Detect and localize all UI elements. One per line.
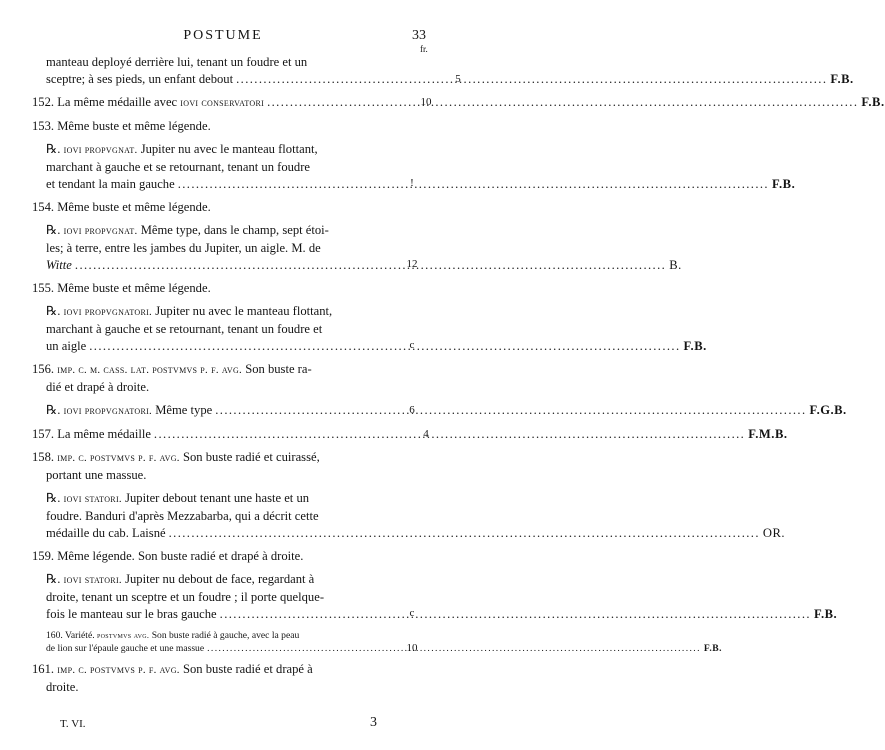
entry-text-group xyxy=(32,94,264,112)
entry-number: 159. xyxy=(32,549,55,563)
reverse-156 xyxy=(32,402,847,420)
entry-line xyxy=(46,141,396,159)
gathering-number: 3 xyxy=(370,715,377,730)
entry-text: fois le manteau sur le bras gauche xyxy=(46,607,217,621)
source-mark: F.B. xyxy=(771,177,796,191)
reverse-mark: ℞. xyxy=(46,572,61,586)
price-value: c xyxy=(409,607,415,619)
reverse-154 xyxy=(32,222,682,274)
leader-dots xyxy=(178,176,769,193)
entry-157 xyxy=(32,426,788,443)
reverse-mark: ℞. xyxy=(46,403,61,417)
price-value: 10 xyxy=(420,96,432,108)
entry-152 xyxy=(32,94,885,112)
entry-line xyxy=(32,449,396,467)
entry-number: 157. xyxy=(32,427,55,441)
legend-text: iovi propvgnat. xyxy=(63,225,138,237)
source-mark: F.B. xyxy=(683,339,707,353)
entry-line: droite. xyxy=(46,680,79,694)
entry-text-group xyxy=(32,426,151,443)
entry-text: Même type, dans le champ, sept étoi- xyxy=(140,223,329,237)
source-mark: F.B. xyxy=(813,607,838,621)
entry-line: manteau deployé derrière lui, tenant un foudre et un xyxy=(46,55,308,69)
source-mark: F.G.B. xyxy=(809,403,847,417)
price-value: 4 xyxy=(423,428,429,440)
reverse-153 xyxy=(32,141,796,193)
reverse-mark: ℞. xyxy=(46,223,61,237)
price-value: c xyxy=(409,339,415,351)
entry-text: Même buste et même légende. xyxy=(57,200,211,214)
leader-dots xyxy=(267,94,858,111)
legend-text: postvmvs avg. xyxy=(97,631,150,640)
entry-number: 154. xyxy=(32,200,55,214)
entry-text: Witte xyxy=(46,258,72,272)
legend-text: imp. c. m. cass. lat. postvmvs p. f. avg. xyxy=(57,364,243,376)
entry-text: Même buste et même légende. xyxy=(57,119,211,133)
price-value: 10 xyxy=(406,642,418,654)
entry-number: 160. xyxy=(46,630,63,641)
legend-text: iovi statori. xyxy=(63,493,122,505)
entry-text: un aigle xyxy=(46,339,87,353)
entry-text: Jupiter nu avec le manteau flottant, xyxy=(155,304,333,318)
source-mark: F.B. xyxy=(703,643,723,654)
entry-tail xyxy=(46,338,707,355)
price-value: 6 xyxy=(409,404,415,416)
entry-tail xyxy=(46,176,796,193)
entry-tail xyxy=(46,402,847,420)
reverse-159 xyxy=(32,571,838,623)
entry-line xyxy=(46,571,396,589)
entry-text: La même médaille xyxy=(57,427,151,441)
entry-tail xyxy=(46,525,786,542)
entry-158 xyxy=(32,449,396,484)
leader-dots xyxy=(220,606,811,623)
entry-text: Son buste ra- xyxy=(245,362,312,376)
entry-line: portant une massue. xyxy=(46,468,147,482)
entry-text: Son buste radié et cuirassé, xyxy=(182,450,320,464)
reverse-158 xyxy=(32,490,786,542)
entry-text: Son buste radié et drapé à xyxy=(182,662,313,676)
legend-text: iovi statori. xyxy=(63,574,122,586)
legend-text: imp. c. postvmvs p. f. avg. xyxy=(57,664,180,676)
source-mark: F.M.B. xyxy=(748,427,788,441)
page-number: 33 xyxy=(412,28,426,43)
entry-text: sceptre; à ses pieds, un enfant debout xyxy=(46,72,234,86)
legend-text: iovi propvgnatori. xyxy=(63,405,153,417)
running-title: POSTUME xyxy=(183,28,263,43)
signature-mark: T. VI. xyxy=(60,718,86,730)
entry-154 xyxy=(32,199,396,216)
entry-text: de lion sur l'épaule gauche et une massue xyxy=(46,643,205,654)
reverse-mark: ℞. xyxy=(46,142,61,156)
entry-line: droite, tenant un sceptre et un foudre ; il porte quelque- xyxy=(46,590,325,604)
price-value: ! xyxy=(410,177,414,189)
entry-text: Son buste radié à gauche, avec la peau xyxy=(151,630,300,641)
entry-continuation xyxy=(32,54,854,88)
entry-text: Jupiter debout tenant une haste et un xyxy=(125,491,310,505)
source-mark: F.B. xyxy=(861,95,885,109)
price-value: 5 xyxy=(455,73,461,85)
entry-tail xyxy=(46,606,838,623)
reverse-155 xyxy=(32,303,707,355)
entry-number: 158. xyxy=(32,450,55,464)
leader-dots xyxy=(169,525,760,542)
source-mark: B. xyxy=(669,258,682,272)
leader-dots xyxy=(75,257,666,274)
entry-156 xyxy=(32,361,396,396)
column-label: fr. xyxy=(420,44,428,54)
entry-text: Même buste et même légende. xyxy=(57,281,211,295)
entry-line: marchant à gauche et se retournant, tenant un foudre xyxy=(46,160,311,174)
entry-161 xyxy=(32,661,396,696)
entry-tail xyxy=(46,71,854,88)
entry-label: Variété. xyxy=(65,630,95,641)
entry-number: 156. xyxy=(32,362,55,376)
leader-dots xyxy=(89,338,680,355)
entry-160 xyxy=(32,629,723,655)
leader-dots xyxy=(154,426,745,443)
entry-text: Même type xyxy=(155,403,213,417)
entry-line xyxy=(46,222,396,240)
price-value: 12 xyxy=(406,258,418,270)
entry-text: médaille du cab. Laisné xyxy=(46,526,166,540)
reverse-mark: ℞. xyxy=(46,304,61,318)
legend-text: iovi propvgnatori. xyxy=(63,306,153,318)
legend-text: imp. c. postvmvs p. f. avg. xyxy=(57,452,180,464)
entry-tail xyxy=(32,426,788,443)
catalogue-entries xyxy=(32,54,885,696)
entry-153 xyxy=(32,118,396,135)
entry-text: Même légende. Son buste radié et drapé à droite. xyxy=(57,549,304,563)
leader-dots xyxy=(207,642,701,655)
source-mark: OR. xyxy=(762,526,786,540)
leader-dots xyxy=(215,402,806,419)
entry-text-group xyxy=(46,402,212,420)
entry-number: 152. xyxy=(32,95,55,109)
entry-line xyxy=(46,490,396,508)
entry-line: foudre. Banduri d'après Mezzabarba, qui a décrit cette xyxy=(46,509,319,523)
entry-number: 155. xyxy=(32,281,55,295)
entry-text: Jupiter nu avec le manteau flottant, xyxy=(140,142,318,156)
entry-155 xyxy=(32,280,396,297)
entry-line: marchant à gauche et se retournant, tenant un foudre et xyxy=(46,322,323,336)
entry-159 xyxy=(32,548,396,565)
entry-line xyxy=(32,361,396,379)
source-mark: F.B. xyxy=(830,72,854,86)
entry-text: Jupiter nu debout de face, regardant à xyxy=(125,572,315,586)
legend-text: iovi propvgnat. xyxy=(63,144,138,156)
entry-line xyxy=(46,303,396,321)
entry-line xyxy=(46,629,396,642)
legend-text: iovi conservatori xyxy=(180,97,265,109)
reverse-mark: ℞. xyxy=(46,491,61,505)
entry-line: les; à terre, entre les jambes du Jupiter, un aigle. M. de xyxy=(46,241,321,255)
entry-text: et tendant la main gauche xyxy=(46,177,175,191)
entry-text: La même médaille avec xyxy=(57,95,178,109)
entry-line: dié et drapé à droite. xyxy=(46,380,150,394)
leader-dots xyxy=(236,71,827,88)
entry-line xyxy=(32,661,396,679)
entry-number: 161. xyxy=(32,662,55,676)
entry-number: 153. xyxy=(32,119,55,133)
